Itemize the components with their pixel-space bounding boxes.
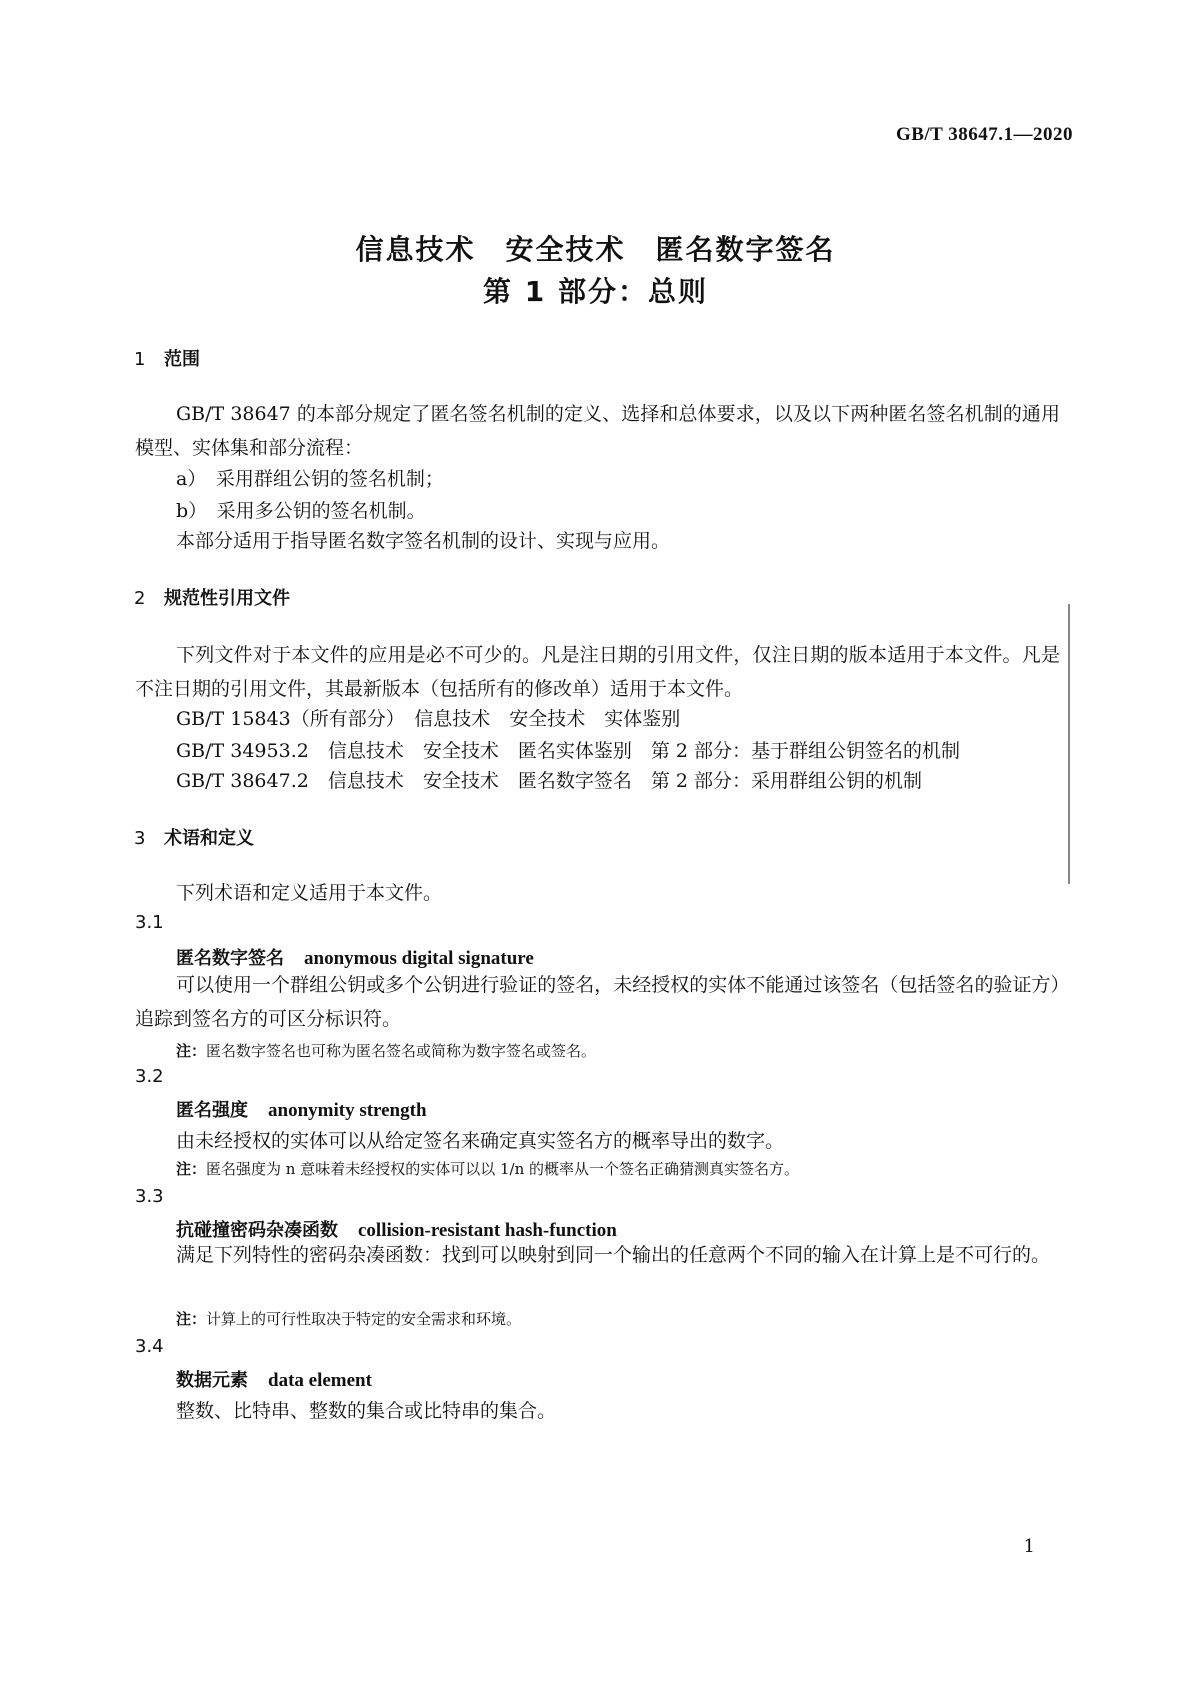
note-label: 注： xyxy=(176,1042,207,1060)
term-note xyxy=(176,1308,521,1329)
note-text: 匿名数字签名也可称为匿名签名或简称为数字签名或签名。 xyxy=(206,1042,597,1060)
term-en: anonymous digital signature xyxy=(304,948,534,969)
term-number: 3.2 xyxy=(135,1066,164,1087)
section-number: 2 xyxy=(134,588,146,609)
section-number: 3 xyxy=(134,828,146,849)
note-text: 匿名强度为 n 意味着未经授权的实体可以以 1/n 的概率从一个签名正确猜测真实签名方。 xyxy=(206,1160,800,1178)
term-number: 3.3 xyxy=(135,1186,164,1207)
term-number: 3.1 xyxy=(135,912,164,933)
change-bar xyxy=(1068,604,1070,884)
references-paragraph: 下列文件对于本文件的应用是必不可少的。凡是注日期的引用文件，仅注日期的版本适用于本文件。凡是不注日期的引用文件，其最新版本（包括所有的修改单）适用于本文件。 xyxy=(135,644,1060,700)
term-en: collision-resistant hash-function xyxy=(358,1220,617,1241)
reference-item: GB/T 38647.2 信息技术 安全技术 匿名数字签名 第 2 部分：采用群组公钥的机制 xyxy=(176,770,922,792)
note-text: 计算上的可行性取决于特定的安全需求和环境。 xyxy=(206,1310,522,1328)
reference-item: GB/T 34953.2 信息技术 安全技术 匿名实体鉴别 第 2 部分：基于群组公钥签名的机制 xyxy=(176,740,960,762)
term-zh: 匿名数字签名 xyxy=(176,948,284,969)
scope-applicability: 本部分适用于指导匿名数字签名机制的设计、实现与应用。 xyxy=(176,530,671,552)
term-number: 3.4 xyxy=(135,1336,164,1357)
term-zh: 匿名强度 xyxy=(176,1100,248,1121)
standard-number: GB/T 38647.1—2020 xyxy=(895,124,1073,145)
document-subtitle: 第 1 部分：总则 xyxy=(483,275,708,308)
section-number: 1 xyxy=(134,349,146,370)
term-zh: 数据元素 xyxy=(176,1370,248,1391)
term-zh: 抗碰撞密码杂凑函数 xyxy=(176,1220,338,1241)
term-note xyxy=(176,1158,799,1179)
term-definition: 满足下列特性的密码杂凑函数：找到可以映射到同一个输出的任意两个不同的输入在计算上是不可行的。 xyxy=(176,1244,1051,1266)
scope-item-b: b） 采用多公钥的签名机制。 xyxy=(176,500,426,522)
note-label: 注： xyxy=(176,1310,207,1328)
reference-item: GB/T 15843（所有部分） 信息技术 安全技术 实体鉴别 xyxy=(176,708,681,730)
term-en: data element xyxy=(268,1370,372,1391)
section-title: 规范性引用文件 xyxy=(164,588,290,609)
term-definition: 整数、比特串、整数的集合或比特串的集合。 xyxy=(176,1400,557,1422)
term-definition: 由未经授权的实体可以从给定签名来确定真实签名方的概率导出的数字。 xyxy=(176,1130,785,1152)
section-title: 范围 xyxy=(164,349,200,370)
section-title: 术语和定义 xyxy=(164,828,254,849)
section-heading-normative-references xyxy=(134,584,290,610)
term-en: anonymity strength xyxy=(268,1100,427,1121)
term-definition: 可以使用一个群组公钥或多个公钥进行验证的签名，未经授权的实体不能通过该签名（包括签名的验证方）追踪到签名方的可区分标识符。 xyxy=(135,974,1060,1030)
page-number: 1 xyxy=(1023,1536,1035,1557)
document-title: 信息技术 安全技术 匿名数字签名 xyxy=(355,233,836,266)
section-heading-scope xyxy=(134,345,200,371)
term-note xyxy=(176,1040,596,1061)
terms-intro: 下列术语和定义适用于本文件。 xyxy=(176,882,443,904)
term-title xyxy=(176,1096,427,1122)
scope-item-a: a） 采用群组公钥的签名机制； xyxy=(176,468,444,490)
term-title xyxy=(176,1366,372,1392)
note-label: 注： xyxy=(176,1160,207,1178)
section-heading-terms xyxy=(134,824,254,850)
scope-paragraph: GB/T 38647 的本部分规定了匿名签名机制的定义、选择和总体要求，以及以下两种匿名签名机制的通用模型、实体集和部分流程： xyxy=(135,403,1060,459)
term-title xyxy=(176,944,534,970)
